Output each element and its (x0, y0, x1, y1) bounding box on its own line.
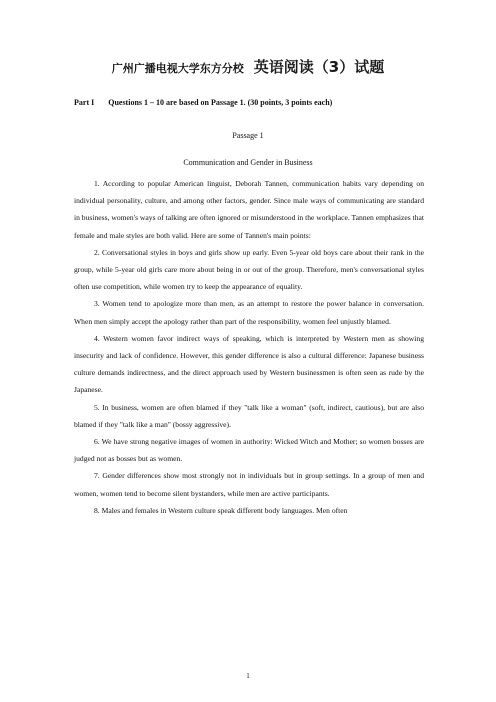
part-label: Part I (74, 98, 95, 107)
paragraph-7: 7. Gender differences show most strongly not in individuals but in group settings. In a group of men and women, women tend to become silent bystanders, while men are active participants. (74, 471, 424, 498)
article-title: Communication and Gender in Business (183, 158, 313, 167)
part-instructions: Questions 1 – 10 are based on Passage 1. (30 points, 3 points each) (108, 98, 333, 107)
school-name: 广州广播电视大学东方分校 (111, 62, 244, 75)
part-heading (74, 98, 332, 107)
paragraph-2: 2. Conversational styles in boys and girls show up early. Even 5-year old boys care about their rank in the group, while 5-year old girls care more about being in or out of the group. Therefore, men's conversational styles often use competition, while women try to keep the appearance of equality. (74, 247, 424, 292)
page-number: 1 (246, 672, 250, 680)
passage-label: Passage 1 (232, 131, 264, 140)
document-title (0, 56, 496, 77)
paragraph-3: 3. Women tend to apologize more than men, as an attempt to restore the power balance in conversation. When men simply accept the apology rather than part of the responsibility, women feel unjustly blamed. (74, 299, 424, 326)
paragraph-4: 4. Western women favor indirect ways of speaking, which is interpreted by Western men as showing insecurity and lack of confidence. However, this gender difference is also a cultural difference: Japanese business culture demands indirectness, and the direct approach used by Western businessmen is often seen as rude by the Japanese. (74, 333, 424, 395)
paragraph-6: 6. We have strong negative images of women in authority: Wicked Witch and Mother; so women bosses are judged not as bosses but as women. (74, 437, 424, 464)
paragraph-8: 8. Males and females in Western culture speak different body languages. Men often (94, 505, 348, 515)
exam-title: 英语阅读（3）试题 (253, 58, 385, 76)
paragraph-1: 1. According to popular American linguist, Deborah Tannen, communication habits vary depending on individual personality, culture, and among other factors, gender. Since male ways of communicating are standard in business, women's ways of talking are often ignored or misunderstood in the workplace. Tannen emphasizes that female and male styles are both valid. Here are some of Tannen's main points: (74, 179, 424, 240)
passage-body (74, 175, 424, 519)
paragraph-5: 5. In business, women are often blamed if they "talk like a woman" (soft, indirect, cautious), but are also blamed if they "talk like a man" (bossy aggressive). (74, 402, 424, 429)
